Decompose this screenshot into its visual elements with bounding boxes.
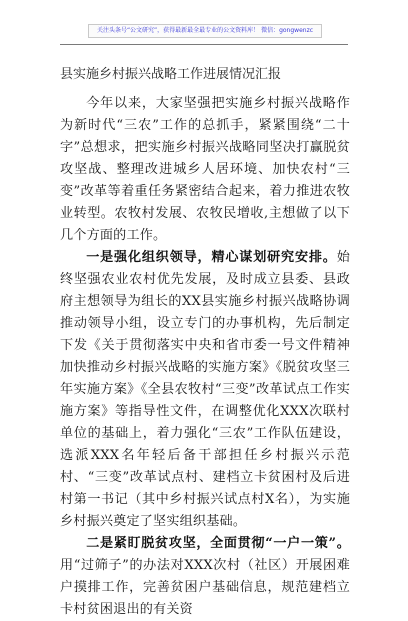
header-divider (60, 44, 348, 45)
paragraph-lead: 一是强化组织领导，精心谋划研究安排。 (86, 250, 337, 265)
paragraph-text: 始终坚强农业农村优先发展，及时成立县委、县政府主想领导为组长的XX县实施乡村振兴战略协调推动领导小组，设立专门的办事机构，先后制定下发《关于贯彻落实中央和省市委一号文件精神加快推动乡村振兴战略的实施方案》《脱贫攻坚三年实施方案》《全县农牧村“三变”改革试点工作实施方案》等指导性文件，在调整优化XXX次联村单位的基础上，着力强化“三农”工作队伍建设，选派XXX名年轻后备干部担任乡村振兴示范村、“三变”改革试点村、建档立卡贫困村及后进村第一书记（其中乡村振兴试点村X名），为实施乡村振兴奠定了坚实组织基础。 (60, 250, 350, 529)
document-body (60, 93, 350, 621)
paragraph-organization-leadership (60, 247, 350, 533)
paragraph-lead: 二是紧盯脱贫攻坚，全面贯彻“一户一策”。 (86, 536, 350, 551)
paragraph-text: 用“过筛子”的办法对XXX次村（社区）开展困难户摸排工作，完善贫困户基础信息，规范建档立卡村贫困退出的有关资 (60, 558, 350, 617)
paragraph-poverty-alleviation (60, 533, 350, 621)
promo-banner: 关注头条号“公文研究”，获得最新最全最专业的公文资料库！ 微信：gongwenzc (88, 24, 322, 38)
document-title: 县实施乡村振兴战略工作进展情况汇报 (60, 67, 282, 82)
paragraph-intro (60, 93, 350, 247)
paragraph-text: 今年以来，大家坚强把实施乡村振兴战略作为新时代“三农”工作的总抓手，紧紧围绕“二十字”总想求，把实施乡村振兴战略同坚决打赢脱贫攻坚战、整理改进城乡人居环境、加快农村“三变”改革等着重任务紧密结合起来，着力推进农牧业转型。农牧村发展、农牧民增收,主想做了以下几个方面的工作。 (60, 96, 350, 243)
